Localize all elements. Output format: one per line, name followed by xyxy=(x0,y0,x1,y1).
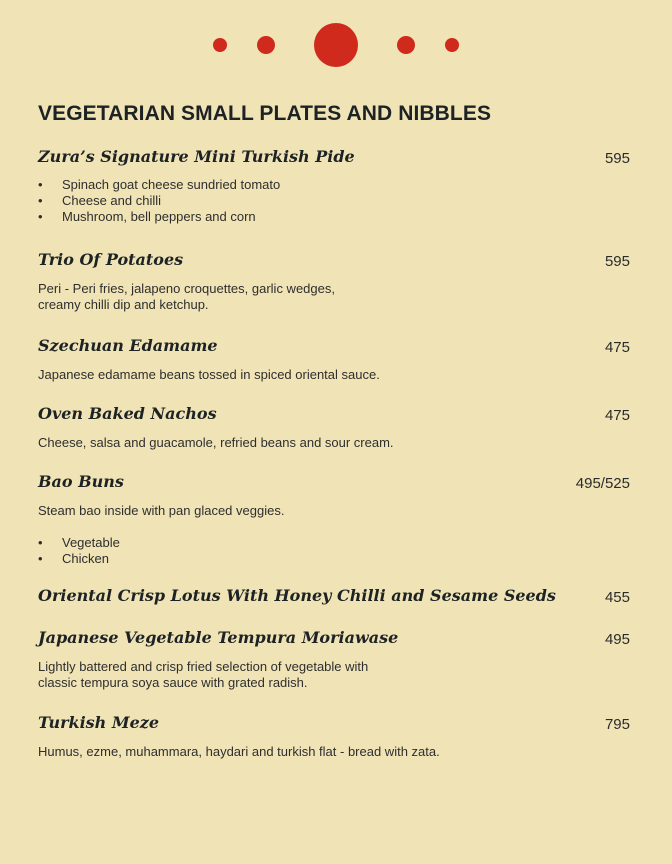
dot-5 xyxy=(445,38,459,52)
item-description xyxy=(38,503,632,519)
list-item xyxy=(38,209,632,225)
menu-item-signature-pide xyxy=(38,147,632,225)
description-line: Peri - Peri fries, jalapeno croquettes, garlic wedges, xyxy=(38,281,335,296)
description-line: Japanese edamame beans tossed in spiced oriental sauce. xyxy=(38,367,380,382)
item-name: Oven Baked Nachos xyxy=(38,404,217,423)
menu-item-turkish-meze xyxy=(38,713,632,760)
description-line: Humus, ezme, muhammara, haydari and turkish flat - bread with zata. xyxy=(38,744,440,759)
item-price: 475 xyxy=(604,339,630,356)
item-price: 795 xyxy=(604,716,630,733)
description-line: classic tempura soya sauce with grated radish. xyxy=(38,675,308,690)
dot-center xyxy=(314,23,358,67)
item-options-list xyxy=(38,535,632,567)
item-name: Szechuan Edamame xyxy=(38,336,218,355)
item-options-list xyxy=(38,177,632,225)
bullet-icon: • xyxy=(38,193,43,208)
menu-item-tempura-moriawase xyxy=(38,628,632,691)
item-description xyxy=(38,744,632,760)
dot-2 xyxy=(257,36,275,54)
decorative-dots xyxy=(0,0,672,80)
list-item xyxy=(38,193,632,209)
bullet-icon: • xyxy=(38,177,43,192)
item-price: 595 xyxy=(604,150,630,167)
item-name: Oriental Crisp Lotus With Honey Chilli and Sesame Seeds xyxy=(38,586,556,605)
menu-item-oven-baked-nachos xyxy=(38,404,632,451)
item-price: 455 xyxy=(604,589,630,606)
description-line: Steam bao inside with pan glaced veggies. xyxy=(38,503,285,518)
item-description xyxy=(38,281,632,313)
item-name: Zura’s Signature Mini Turkish Pide xyxy=(38,147,355,166)
menu-item-trio-of-potatoes xyxy=(38,250,632,313)
item-name: Trio Of Potatoes xyxy=(38,250,184,269)
menu-item-bao-buns xyxy=(38,472,632,567)
section-title: VEGETARIAN SMALL PLATES AND NIBBLES xyxy=(38,102,492,125)
dot-1 xyxy=(213,38,227,52)
item-name: Japanese Vegetable Tempura Moriawase xyxy=(38,628,399,647)
option-text: Mushroom, bell peppers and corn xyxy=(62,209,256,224)
option-text: Spinach goat cheese sundried tomato xyxy=(62,177,281,192)
dot-4 xyxy=(397,36,415,54)
menu-item-szechuan-edamame xyxy=(38,336,632,383)
list-item xyxy=(38,177,632,193)
bullet-icon: • xyxy=(38,551,43,566)
description-line: Cheese, salsa and guacamole, refried beans and sour cream. xyxy=(38,435,394,450)
bullet-icon: • xyxy=(38,535,43,550)
item-description xyxy=(38,367,632,383)
item-description xyxy=(38,659,632,691)
item-price: 495 xyxy=(604,631,630,648)
item-price: 495/525 xyxy=(575,475,630,492)
option-text: Vegetable xyxy=(62,535,120,550)
menu-item-oriental-crisp-lotus xyxy=(38,586,632,606)
item-price: 475 xyxy=(604,407,630,424)
list-item xyxy=(38,551,632,567)
description-line: creamy chilli dip and ketchup. xyxy=(38,297,209,312)
option-text: Chicken xyxy=(62,551,109,566)
item-name: Turkish Meze xyxy=(38,713,160,732)
item-description xyxy=(38,435,632,451)
item-name: Bao Buns xyxy=(38,472,124,491)
bullet-icon: • xyxy=(38,209,43,224)
item-price: 595 xyxy=(604,253,630,270)
list-item xyxy=(38,535,632,551)
option-text: Cheese and chilli xyxy=(62,193,162,208)
description-line: Lightly battered and crisp fried selection of vegetable with xyxy=(38,659,369,674)
